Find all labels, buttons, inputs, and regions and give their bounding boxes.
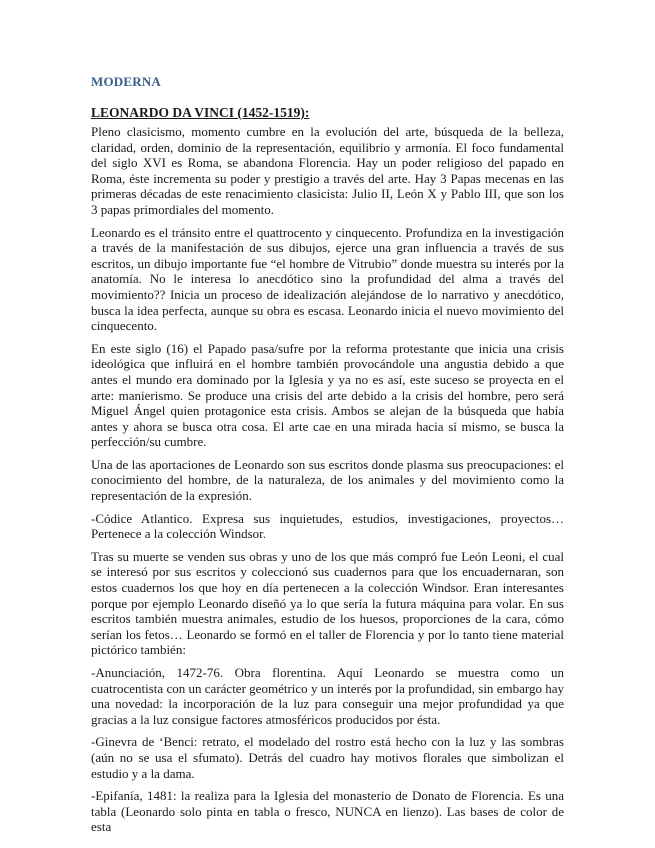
- paragraph: Leonardo es el tránsito entre el quattrocento y cinquecento. Profundiza en la investigación a través de la manifestación de sus dibujos, ejerce una gran influencia a través de sus escritos, un dibujo importante fue “el hombre de Vitrubio” donde muestra su interés por la anatomía. No le interesa lo anecdótico sino la profundidad del alma a través del movimiento?? Inicia un proceso de idealización alejándose de lo narrativo y anecdótico, busca la idea perfecta, aunque su obra es escasa. Leonardo inicia el nuevo movimiento del cinquecento.: [91, 224, 564, 334]
- paragraph: -Códice Atlantico. Expresa sus inquietudes, estudios, investigaciones, proyectos… Pertenece a la colección Windsor.: [91, 510, 564, 542]
- document-title: LEONARDO DA VINCI (1452-1519):: [91, 105, 310, 120]
- section-heading: MODERNA: [91, 74, 162, 89]
- paragraph: Tras su muerte se venden sus obras y uno de los que más compró fue León Leoni, el cual se interesó por sus escritos y coleccionó sus cuadernos para que los encuadernaran, son estos cuadernos los que hoy en día pertenecen a la colección Windsor. Eran interesantes porque por ejemplo Leonardo diseñó ya lo que sería la futura máquina para volar. En sus escritos también muestra animales, estudio de los huesos, proporciones de la cara, cómo serían los fetos… Leonardo se formó en el taller de Florencia y por lo tanto tiene material pictórico también:: [91, 548, 564, 658]
- paragraph: Una de las aportaciones de Leonardo son sus escritos donde plasma sus preocupaciones: el conocimiento del hombre, de la naturaleza, de los animales y del movimiento como la representación de la expresión.: [91, 456, 564, 504]
- paragraph: Pleno clasicismo, momento cumbre en la evolución del arte, búsqueda de la belleza, claridad, orden, dominio de la representación, equilibrio y armonía. El foco fundamental del siglo XVI es Roma, se abandona Florencia. Hay un poder religioso del papado en Roma, éste incrementa su poder y prestigio a través del arte. Hay 3 Papas mecenas en las primeras décadas de este renacimiento clasicista: Julio II, León X y Pablo III, que son los 3 papas primordiales del momento.: [91, 124, 564, 217]
- paragraph: -Anunciación, 1472-76. Obra florentina. Aquí Leonardo se muestra como un cuatrocentista con un carácter geométrico y un interés por la profundidad, sin embargo hay una novedad: la incorporación de la luz para conseguir una mejor profundidad ya que gracias a la luz consigue factores atmosféricos producidos por ésta.: [91, 665, 564, 727]
- paragraph: En este siglo (16) el Papado pasa/sufre por la reforma protestante que inicia una crisis ideológica que influirá en el hombre también provocándole una angustia debido a que antes el mundo era dominado por la Iglesia y ya no es así, este suceso se proyecta en el arte: manierismo. Se produce una crisis del arte debido a la crisis del hombre, pero será Miguel Ángel quien protagonice esta crisis. Ambos se alejan de la búsqueda que había antes y ahora se busca otra cosa. El arte cae en una mirada hacia sí mismo, se busca la perfección/su cumbre.: [91, 340, 564, 450]
- paragraph: -Ginevra de ‘Benci: retrato, el modelado del rostro está hecho con la luz y las sombras (aún no se usa el sfumato). Detrás del cuadro hay motivos florales que simbolizan el estudio y a la dama.: [91, 734, 564, 781]
- paragraph: -Epifanía, 1481: la realiza para la Iglesia del monasterio de Donato de Florencia. Es una tabla (Leonardo solo pinta en tabla o fresco, NUNCA en lienzo). Las bases de color de esta: [91, 788, 564, 835]
